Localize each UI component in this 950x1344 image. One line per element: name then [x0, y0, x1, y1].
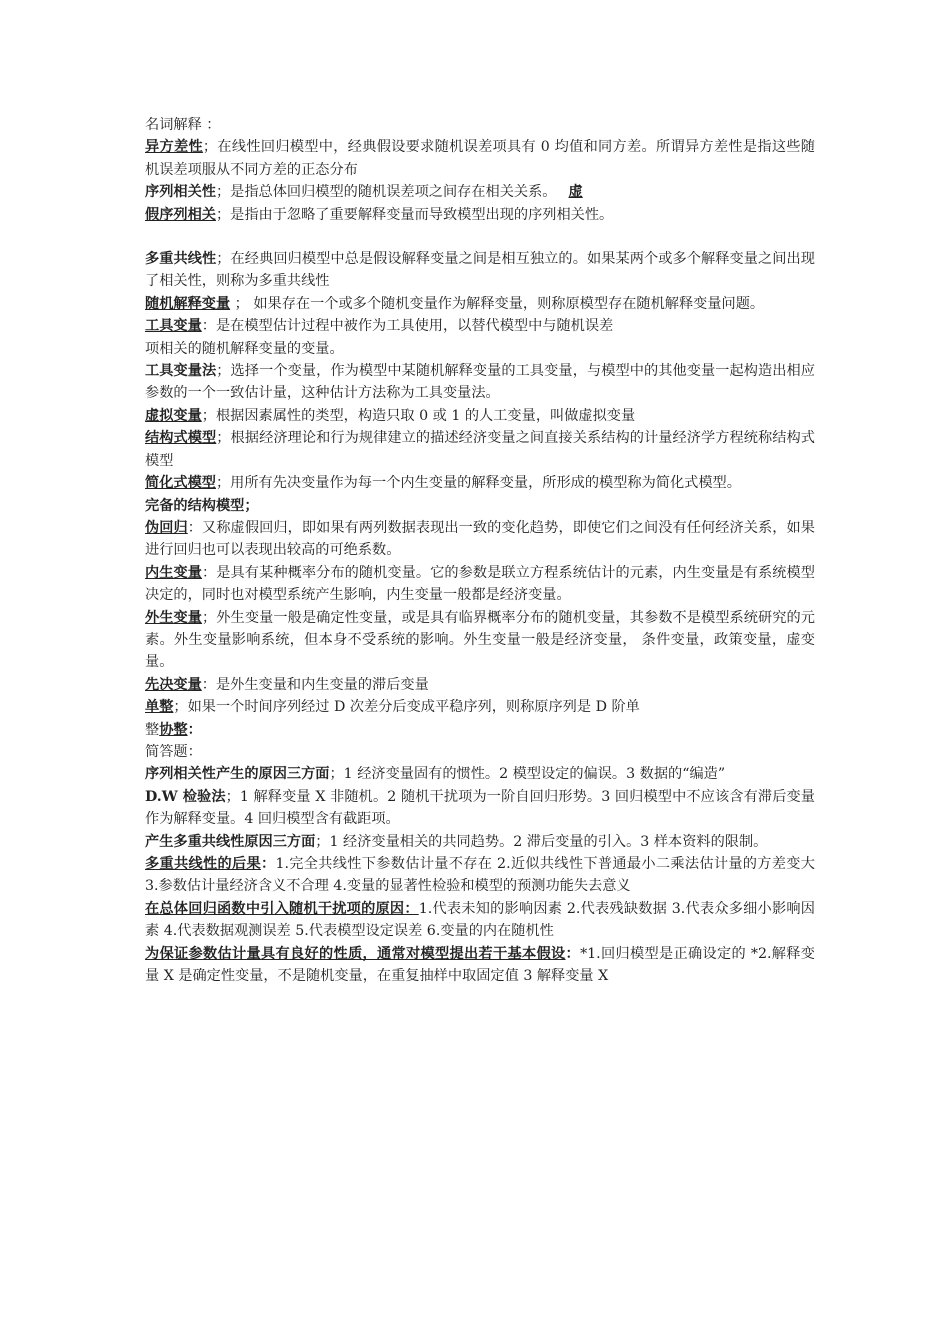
entry-structural-model: 结构式模型；根据经济理论和行为规律建立的描述经济变量之间直接关系结构的计量经济学方程统称结构式模型 [145, 430, 815, 469]
document-page [145, 114, 815, 987]
answer-text: 1 经济变量固有的惯性。2 模型设定的偏误。3 数据的“编造” [343, 766, 726, 783]
heading-terms: 名词解释 ： [145, 117, 221, 133]
entry-random-explanatory-variable: 随机解释变量 ； 如果存在一个或多个随机变量作为解释变量，则称原模型存在随机解释变量问题。 [145, 295, 765, 312]
answer-text: 1 经济变量相关的共同趋势。2 滞后变量的引入。3 样本资料的限制。 [329, 833, 768, 850]
definition: 如果存在一个或多个随机变量作为解释变量，则称原模型存在随机解释变量问题。 [253, 295, 765, 312]
entry-instrumental-variable: 工具变量：是在模型估计过程中被作为工具使用，以替代模型中与随机误差 项相关的随机解释变量的变量。 [145, 318, 614, 357]
term: 结构式模型 [145, 430, 217, 447]
term: 工具变量 [145, 318, 202, 335]
term: D.W 检验法 [145, 788, 226, 805]
entry-predetermined-variable: 先决变量：是外生变量和内生变量的滞后变量 [145, 676, 429, 693]
term: 完备的结构模型 [145, 497, 245, 514]
term: 在总体回归函数中引入随机干扰项的原因 [145, 900, 405, 917]
trailing-fragment: 虚 [568, 184, 583, 201]
answer-multicollinearity-consequences: 多重共线性的后果：1.完全共线性下参数估计量不存在 2.近似共线性下普通最小二乘法估计量的方差变大 3.参数估计量经济含义不合理 4.变量的显著性检验和模型的预测功能失去意义 [145, 856, 815, 895]
definition: 又称虚假回归，即如果有两列数据表现出一致的变化趋势，即使它们之间没有任何经济关系，如果进行回归也可以表现出较高的可绝系数。 [145, 519, 815, 559]
term: 多重共线性的后果 [145, 856, 261, 872]
term: 假序列相关 [145, 206, 216, 223]
answer-multicollinearity-causes: 产生多重共线性原因三方面；1 经济变量相关的共同趋势。2 滞后变量的引入。3 样本资料的限制。 [145, 833, 768, 850]
answer-basic-assumptions: 为保证参数估计量具有良好的性质，通常对模型提出若干基本假设：*1.回归模型是正确设定的 *2.解释变量 X 是确定性变量，不是随机变量，在重复抽样中取固定值 3 解释变量 X [145, 945, 815, 985]
entry-false-serial-correlation: 假序列相关；是指由于忽略了重要解释变量而导致模型出现的序列相关性。 [145, 206, 614, 223]
term: 单整 [145, 699, 174, 716]
definition: 在线性回归模型中，经典假设要求随机误差项具有 0 均值和同方差。所谓异方差性是指这些随机误差项服从不同方差的正态分布 [145, 139, 815, 178]
definition: 选择一个变量，作为模型中某随机解释变量的工具变量，与模型中的其他变量一起构造出相应参数的一个一致估计量，这种估计方法称为工具变量法。 [145, 363, 815, 402]
term: 异方差性 [145, 139, 203, 156]
term: 内生变量 [145, 564, 203, 581]
answer-serial-correlation-causes: 序列相关性产生的原因三方面；1 经济变量固有的惯性。2 模型设定的偏误。3 数据的“编造” [145, 766, 726, 783]
entry-heteroscedasticity: 异方差性；在线性回归模型中，经典假设要求随机误差项具有 0 均值和同方差。所谓异方差性是指这些随机误差项服从不同方差的正态分布 [145, 139, 815, 178]
heading-short-answer: 简答题： [145, 743, 202, 760]
term: 伪回归 [145, 519, 188, 536]
entry-spurious-regression: 伪回归：又称虚假回归，即如果有两列数据表现出一致的变化趋势，即使它们之间没有任何经济关系，如果进行回归也可以表现出较高的可绝系数。 [145, 519, 815, 559]
term-cointegration: 协整 [159, 721, 188, 738]
entry-dummy-variable: 虚拟变量；根据因素属性的类型，构造只取 0 或 1 的人工变量，叫做虚拟变量 [145, 407, 636, 424]
entry-instrumental-variable-method: 工具变量法；选择一个变量，作为模型中某随机解释变量的工具变量，与模型中的其他变量一起构造出相应参数的一个一致估计量，这种估计方法称为工具变量法。 [145, 363, 815, 402]
definition: 在经典回归模型中总是假设解释变量之间是相互独立的。如果某两个或多个解释变量之间出现了相关性，则称为多重共线性 [145, 251, 815, 290]
definition: 是具有某种概率分布的随机变量。它的参数是联立方程系统估计的元素，内生变量是有系统模型决定的，同时也对模型系统产生影响，内生变量一般都是经济变量。 [145, 564, 815, 604]
answer-text: 1 解释变量 X 非随机。2 随机干扰项为一阶自回归形势。3 回归模型中不应该含有滞后变量作为解释变量。4 回归模型含有截距项。 [145, 788, 815, 828]
term: 序列相关性产生的原因三方面 [145, 766, 330, 783]
answer-text: *1.回归模型是正确设定的 *2.解释变量 X 是确定性变量，不是随机变量，在重复抽样中取固定值 3 解释变量 X [145, 945, 815, 985]
term: 简化式模型 [145, 475, 216, 492]
term: 为保证参数估计量具有良好的性质，通常对模型提出若干基本假设 [145, 945, 566, 962]
answer-text: 1.代表未知的影响因素 2.代表残缺数据 3.代表众多细小影响因素 4.代表数据观测误差 5.代表模型设定误差 6.变量的内在随机性 [145, 900, 815, 940]
blank-line [145, 226, 815, 248]
definition: 是指由于忽略了重要解释变量而导致模型出现的序列相关性。 [230, 206, 614, 223]
entry-endogenous-variable: 内生变量：是具有某种概率分布的随机变量。它的参数是联立方程系统估计的元素，内生变量是有系统模型决定的，同时也对模型系统产生影响，内生变量一般都是经济变量。 [145, 564, 815, 604]
definition: 如果一个时间序列经过 D 次差分后变成平稳序列，则称原序列是 D 阶单 [187, 699, 640, 716]
entry-serial-correlation: 序列相关性；是指总体回归模型的随机误差项之间存在相关关系。 虚 [145, 184, 583, 201]
entry-integration: 单整；如果一个时间序列经过 D 次差分后变成平稳序列，则称原序列是 D 阶单 整协整： [145, 699, 640, 738]
answer-dw-test: D.W 检验法；1 解释变量 X 非随机。2 随机干扰项为一阶自回归形势。3 回归模型中不应该含有滞后变量作为解释变量。4 回归模型含有截距项。 [145, 788, 815, 828]
term: 随机解释变量 [145, 295, 231, 312]
term: 外生变量 [145, 609, 203, 626]
definition-cont: 项相关的随机解释变量的变量。 [145, 340, 344, 357]
term: 多重共线性 [145, 251, 217, 268]
entry-complete-structural-model: 完备的结构模型； [145, 497, 259, 514]
definition: 是在模型估计过程中被作为工具使用，以替代模型中与随机误差 [215, 318, 614, 335]
definition: 是外生变量和内生变量的滞后变量 [215, 676, 429, 693]
entry-reduced-form-model: 简化式模型；用所有先决变量作为每一个内生变量的解释变量，所形成的模型称为简化式模型。 [145, 475, 741, 492]
entry-exogenous-variable: 外生变量；外生变量一般是确定性变量，或是具有临界概率分布的随机变量，其参数不是模型系统研究的元素。外生变量影响系统，但本身不受系统的影响。外生变量一般是经济变量， 条件变量，政策变量，虚变量。 [145, 609, 815, 671]
entry-multicollinearity: 多重共线性；在经典回归模型中总是假设解释变量之间是相互独立的。如果某两个或多个解释变量之间出现了相关性，则称为多重共线性 [145, 251, 815, 290]
definition: 外生变量一般是确定性变量，或是具有临界概率分布的随机变量，其参数不是模型系统研究的元素。外生变量影响系统，但本身不受系统的影响。外生变量一般是经济变量， 条件变量，政策变量，虚变量。 [145, 609, 815, 671]
answer-text: 1.完全共线性下参数估计量不存在 2.近似共线性下普通最小二乘法估计量的方差变大 3.参数估计量经济含义不合理 4.变量的显著性检验和模型的预测功能失去意义 [145, 856, 815, 895]
definition: 根据经济理论和行为规律建立的描述经济变量之间直接关系结构的计量经济学方程统称结构式模型 [145, 430, 815, 469]
definition: 是指总体回归模型的随机误差项之间存在相关关系。 [230, 184, 557, 201]
definition: 根据因素属性的类型，构造只取 0 或 1 的人工变量，叫做虚拟变量 [215, 407, 636, 424]
definition: 用所有先决变量作为每一个内生变量的解释变量，所形成的模型称为简化式模型。 [230, 475, 741, 492]
term: 产生多重共线性原因三方面 [145, 833, 316, 850]
term: 先决变量 [145, 676, 202, 693]
term: 虚拟变量 [145, 407, 202, 424]
term: 工具变量法 [145, 363, 217, 380]
term: 序列相关性 [145, 184, 216, 201]
answer-random-disturbance-reasons: 在总体回归函数中引入随机干扰项的原因：1.代表未知的影响因素 2.代表残缺数据 3.代表众多细小影响因素 4.代表数据观测误差 5.代表模型设定误差 6.变量的内在随机性 [145, 900, 815, 940]
